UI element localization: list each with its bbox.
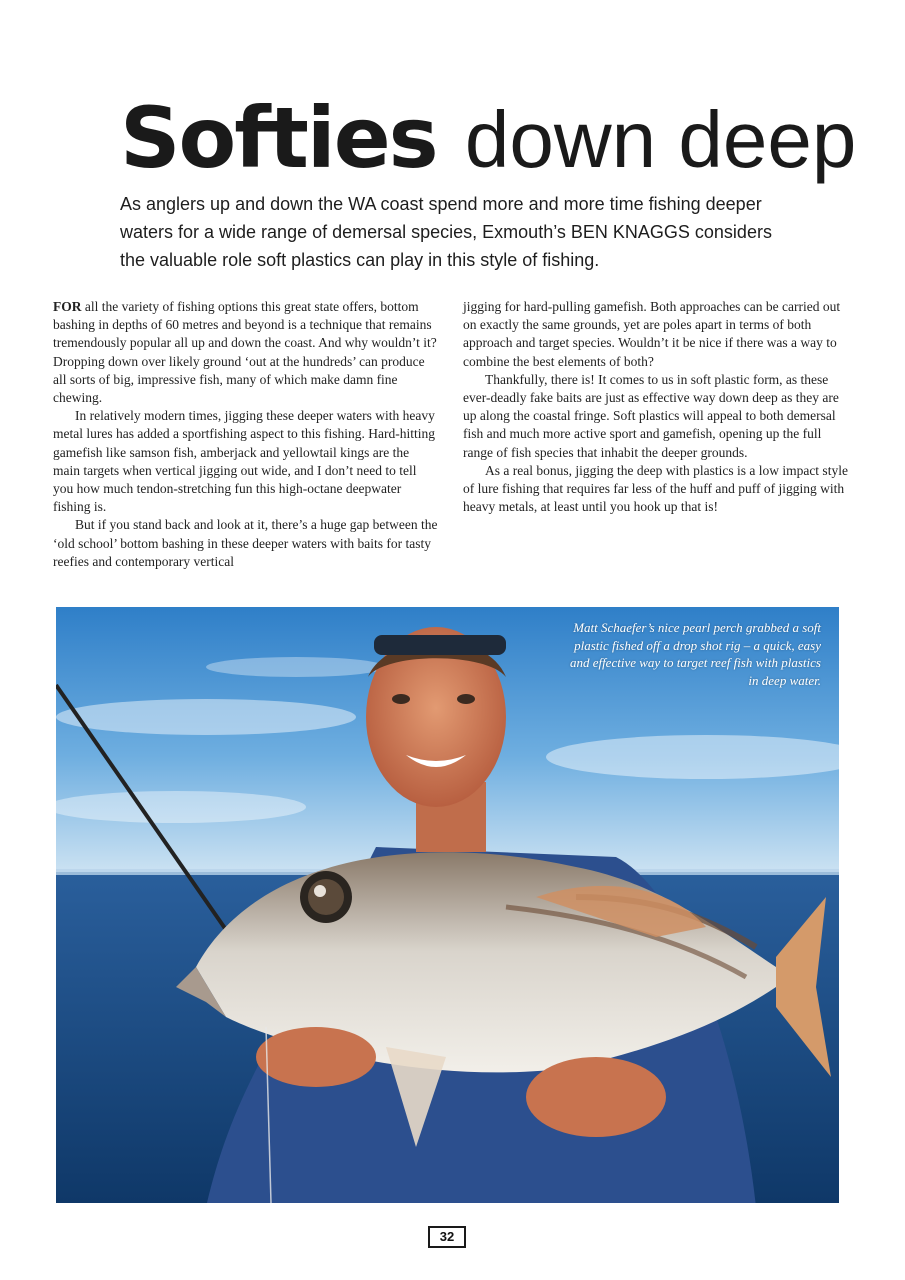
article-standfirst: As anglers up and down the WA coast spend more and more time fishing deeper waters for a wide range of demersal species, Exmouth’s BEN KNAGGS considers the valuable role soft plastics can play in this style of fishing.: [120, 194, 772, 270]
paragraph: As a real bonus, jigging the deep with plastics is a low impact style of lure fishing that requires far less of the huff and puff of jigging with heavy metals, at least until you hook up that is!: [463, 462, 848, 515]
column-right: [463, 298, 848, 571]
column-left: [53, 298, 438, 571]
headline-bold: Softies: [120, 89, 437, 187]
paragraph: jigging for hard-pulling gamefish. Both approaches can be carried out on exactly the same grounds, yet are poles apart in terms of both approach and target species. Wouldn’t it be nice if there was a way to combine the best elements of both?: [463, 299, 841, 369]
headline-light: down deep: [464, 95, 857, 184]
paragraph: In relatively modern times, jigging these deeper waters with heavy metal lures has added a sportfishing aspect to this fishing. Hard-hitting gamefish like samson fish, amberjack and yellowtail kings are the main targets when vertical jigging out wide, and I don’t need to tell you how much tendon-stretching fun this high-octane deepwater fishing is.: [53, 408, 436, 515]
paragraph-text: all the variety of fishing options this great state offers, bottom bashing in depths of 60 metres and beyond is a technique that remains tremendously popular all up and down the coast. And why wouldn’t it? Dropping down over likely ground ‘out at the hundreds’ can produce all sorts of big, impressive fish, many of which make damn fine chewing.: [53, 299, 437, 406]
photo-caption: Matt Schaefer’s nice pearl perch grabbed a soft plastic fished off a drop shot rig – a quick, easy and effective way to target reef fish with plastics in deep water.: [569, 620, 821, 688]
article-body: [53, 298, 848, 571]
angler-with-pearl-perch-image: [56, 607, 839, 1203]
page-number: 32: [428, 1226, 466, 1248]
paragraph: [53, 298, 438, 407]
article-headline: [120, 88, 857, 190]
lead-in: FOR: [53, 299, 82, 314]
paragraph: Thankfully, there is! It comes to us in soft plastic form, as these ever-deadly fake baits are just as effective way down deep as they are up along the coastal fringe. Soft plastics will appeal to both demersal fish and much more active sport and gamefish, opening up the full range of fish species that inhabit the deeper grounds.: [463, 371, 839, 460]
paragraph: But if you stand back and look at it, there’s a huge gap between the ‘old school’ bottom bashing in these deeper waters with baits for tasty reefies and contemporary vertical: [53, 517, 438, 569]
article-photo: [56, 607, 839, 1203]
